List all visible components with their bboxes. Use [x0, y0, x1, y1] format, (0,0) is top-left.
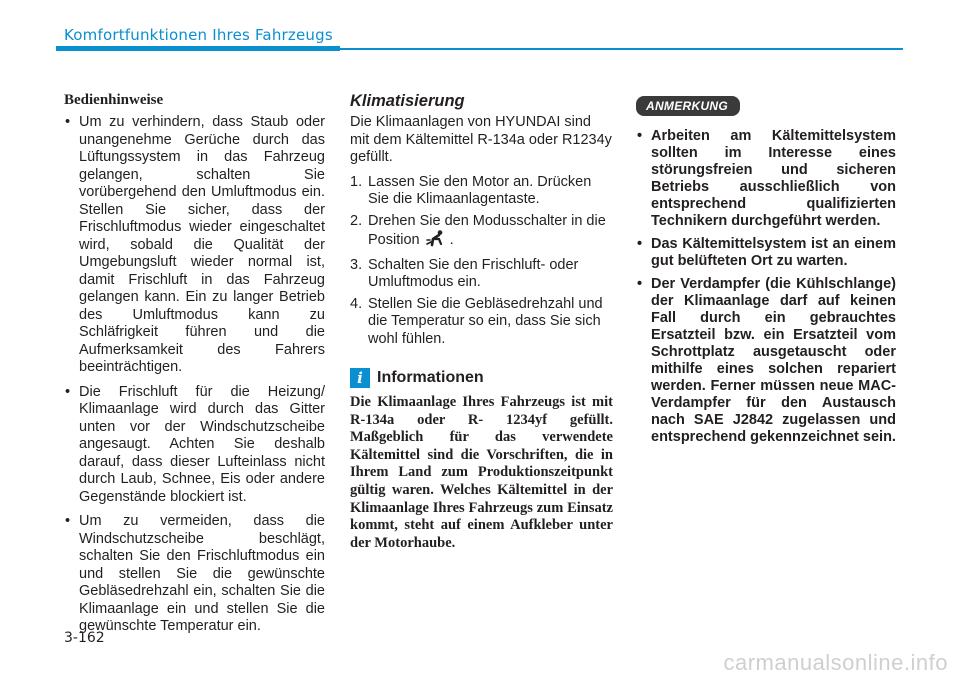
list-item: • Arbeiten am Kältemittelsystem sollten im Interesse eines störungsfreien und sicheren Betriebs ausschließlich von entsprechend qualifizierten Technikern durchgeführt werden.	[636, 128, 896, 230]
list-item: • Um zu vermeiden, dass die Windschutzscheibe beschlägt, schalten Sie den Frischluftmodus ein und stellen Sie die gewünschte Gebläsedrehzahl ein, schalten Sie die Klimaanlage ein und stellen Sie die gewünschte Temperatur ein.	[64, 513, 325, 636]
step-number: 3.	[350, 256, 363, 273]
list-item: • Der Verdampfer (die Kühlschlange) der Klimaanlage darf auf keinen Fall durch ein gebrauchtes Ersatzteil bzw. ein Ersatzteil vom Schrottplatz ausgetauscht oder mithilfe eines solchen repariert werden. Ferner müssen neue MAC-Verdampfer für den Austausch nach SAE J2842 zugelassen und entsprechend gekennzeichnet sein.	[636, 276, 896, 446]
step-text: Drehen Sie den Modusschalter in die Position	[368, 212, 606, 248]
note-badge: ANMERKUNG	[636, 96, 740, 116]
air-conditioning-intro: Die Klimaanlagen von HYUNDAI sind mit dem Kältemittel R-134a oder R1234y gefüllt.	[350, 114, 612, 165]
step-text: Stellen Sie die Gebläsedrehzahl und die Temperatur so ein, dass Sie sich wohl fühlen.	[368, 295, 603, 347]
operating-notes-heading: Bedienhinweise	[64, 92, 164, 108]
floor-mode-icon	[426, 230, 446, 253]
operating-notes-list	[64, 114, 325, 636]
step-item	[350, 174, 613, 209]
info-text: Die Klimaanlage Ihres Fahrzeugs ist mit R-134a oder R- 1234yf gefüllt. Maßgeblich für das verwendete Kältemittel sind die Vorschriften, die in Ihrem Land zum Produktionszeitpunkt gültig waren. Welches Kältemittel in der Klimaanlage Ihres Fahrzeugs zum Einsatz kommt, steht auf einem Aufkleber unter der Motorhaube.	[350, 394, 613, 551]
column-operating-notes	[64, 92, 325, 643]
info-title: Informationen	[377, 369, 484, 386]
column-note	[636, 92, 896, 452]
step-item	[350, 213, 613, 253]
step-item	[350, 296, 613, 349]
header-rule	[56, 46, 340, 51]
watermark: carmanualsonline.info	[723, 650, 948, 675]
info-icon: i	[350, 368, 370, 388]
air-conditioning-title: Klimatisierung	[350, 92, 465, 110]
info-header	[350, 368, 613, 388]
step-text: Schalten Sie den Frischluft- oder Umluftmodus ein.	[368, 256, 579, 290]
step-number: 1.	[350, 173, 363, 190]
header-rule-thin	[340, 48, 903, 50]
list-item: • Das Kältemittelsystem ist an einem gut belüfteten Ort zu warten.	[636, 236, 896, 270]
step-item	[350, 257, 613, 292]
step-text: Lassen Sie den Motor an. Drücken Sie die Klimaanlagentaste.	[368, 173, 592, 207]
section-title: Komfortfunktionen Ihres Fahrzeugs	[64, 26, 333, 44]
list-item: • Die Frischluft für die Heizung/ Klimaanlage wird durch das Gitter unten vor der Windschutzscheibe angesaugt. Achten Sie deshalb darauf, dass dieser Lufteinlass nicht durch Laub, Schnee, Eis oder andere Gegenstände blockiert ist.	[64, 384, 325, 507]
note-list	[636, 128, 896, 446]
step-number: 2.	[350, 212, 363, 229]
page-number: 3-162	[64, 630, 105, 646]
steps-list	[350, 174, 613, 349]
list-item: • Um zu verhindern, dass Staub oder unangenehme Gerüche durch das Lüftungssystem in das Fahrzeug gelangen, schalten Sie vorübergehend den Umluftmodus ein. Stellen Sie sicher, dass der Frischluftmodus wieder eingeschaltet wird, sobald die Qualität der Umgebungsluft wieder normal ist, damit Frischluft in das Fahrzeug gelangen kann. Ein zu langer Betrieb des Umluftmodus kann zu Schläfrigkeit führen und die Aufmerksamkeit des Fahrers beeinträchtigen.	[64, 114, 325, 377]
step-number: 4.	[350, 295, 363, 312]
step-suffix: .	[449, 232, 454, 248]
column-air-conditioning	[350, 92, 613, 552]
